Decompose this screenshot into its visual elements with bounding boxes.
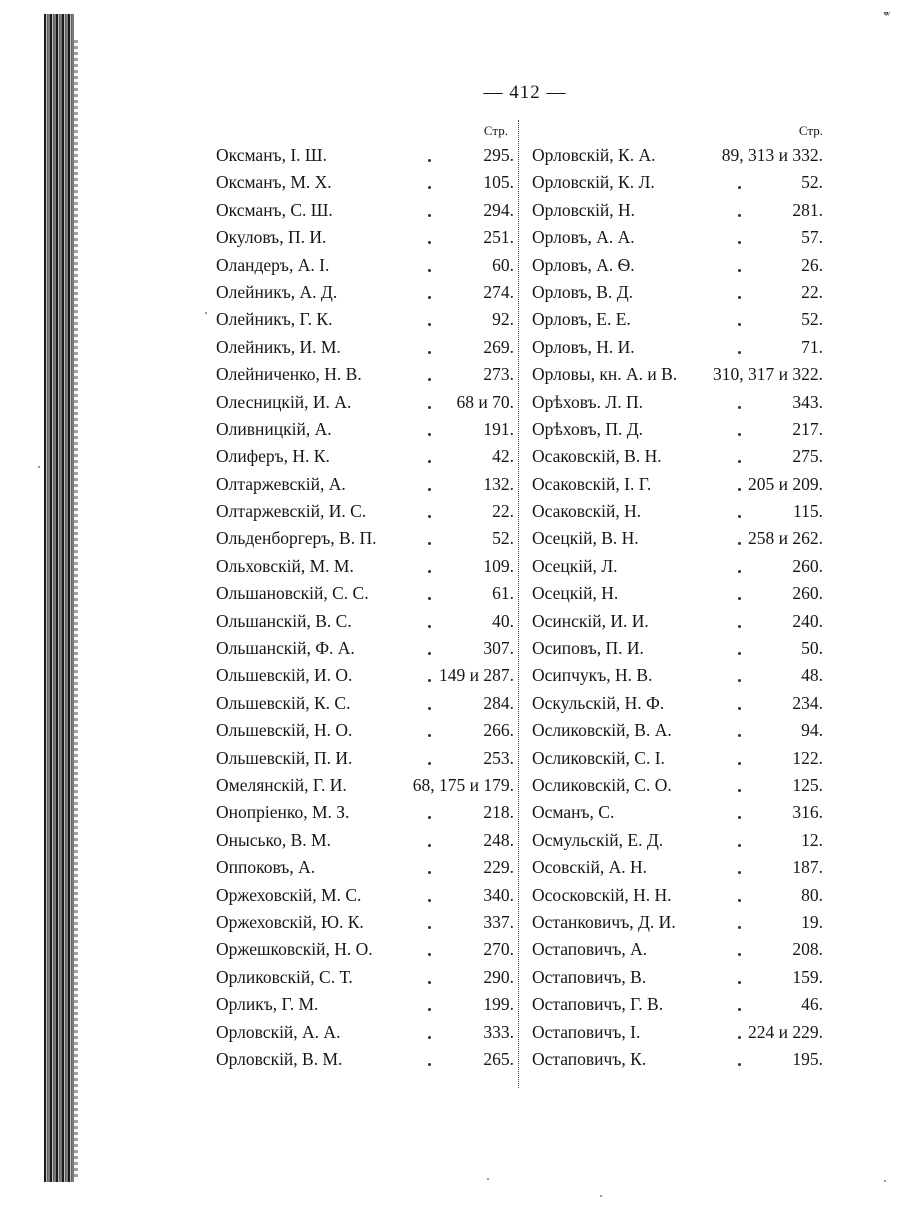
index-entry bbox=[532, 252, 823, 279]
entry-pages: 19. bbox=[801, 911, 823, 932]
entry-pages: 265. bbox=[483, 1048, 514, 1069]
index-entry bbox=[216, 690, 514, 717]
entry-name: Остаповичъ, К. bbox=[532, 1048, 647, 1069]
entry-name: Оржеховскій, М. С. bbox=[216, 884, 362, 905]
index-entry bbox=[216, 498, 514, 525]
entry-pages: 240. bbox=[792, 610, 823, 631]
entry-name: Остаповичъ, Г. В. bbox=[532, 994, 664, 1015]
entry-name: Осовскій, А. Н. bbox=[532, 857, 647, 878]
entry-name: Осликовскій, В. А. bbox=[532, 720, 672, 741]
corner-print-mark: ᵛᵛᵛ bbox=[883, 8, 888, 22]
paper-speck bbox=[884, 1180, 886, 1182]
entry-name: Орловскій, К. А. bbox=[532, 145, 656, 165]
index-entry bbox=[532, 662, 823, 689]
index-entry bbox=[532, 772, 823, 799]
entry-pages: 159. bbox=[792, 966, 823, 987]
leader-dot bbox=[428, 406, 431, 409]
leader-dot bbox=[428, 597, 431, 600]
index-entry bbox=[216, 252, 514, 279]
entry-pages: 290. bbox=[483, 966, 514, 987]
entry-pages: 191. bbox=[483, 418, 514, 439]
entry-name: Осаковскій, I. Г. bbox=[532, 473, 652, 494]
entry-name: Олтаржевскій, И. С. bbox=[216, 501, 367, 522]
index-entry bbox=[216, 1046, 514, 1073]
entry-name: Орловъ, Н. И. bbox=[532, 336, 635, 357]
entry-name: Ольшановскій, С. С. bbox=[216, 583, 369, 604]
entry-pages: 52. bbox=[801, 309, 823, 330]
leader-dot bbox=[428, 515, 431, 518]
entry-pages: 310, 317 и 322. bbox=[713, 364, 823, 385]
entry-pages: 248. bbox=[483, 829, 514, 850]
entry-pages: 340. bbox=[483, 884, 514, 905]
leader-dot bbox=[738, 871, 741, 874]
leader-dot bbox=[738, 214, 741, 217]
index-entry bbox=[532, 471, 823, 498]
leader-dot bbox=[738, 351, 741, 354]
index-entry bbox=[216, 882, 514, 909]
entry-name: Онопріенко, М. З. bbox=[216, 802, 350, 823]
entry-name: Омелянскій, Г. И. bbox=[216, 774, 347, 795]
leader-dot bbox=[738, 433, 741, 436]
leader-dot bbox=[428, 378, 431, 381]
index-entry bbox=[532, 854, 823, 881]
index-entry bbox=[216, 361, 514, 388]
leader-dot bbox=[738, 926, 741, 929]
index-entry bbox=[532, 197, 823, 224]
entry-name: Ольшевскій, П. И. bbox=[216, 747, 353, 768]
entry-name: Осликовскій, С. I. bbox=[532, 747, 665, 768]
index-entry bbox=[216, 1019, 514, 1046]
index-entry bbox=[216, 169, 514, 196]
entry-name: Ольховскій, М. М. bbox=[216, 555, 354, 576]
entry-name: Осецкій, Л. bbox=[532, 555, 618, 576]
entry-name: Оксманъ, I. Ш. bbox=[216, 145, 327, 165]
entry-pages: 122. bbox=[792, 747, 823, 768]
entry-pages: 294. bbox=[483, 199, 514, 220]
leader-dot bbox=[428, 652, 431, 655]
entry-pages: 92. bbox=[492, 309, 514, 330]
leader-dot bbox=[738, 460, 741, 463]
entry-name: Орловъ, А. Ѳ. bbox=[532, 254, 635, 275]
book-spine-shadow bbox=[44, 14, 74, 1182]
entry-name: Онысько, В. М. bbox=[216, 829, 331, 850]
leader-dot bbox=[738, 597, 741, 600]
index-entry bbox=[216, 936, 514, 963]
index-entry bbox=[532, 690, 823, 717]
entry-name: Останковичъ, Д. И. bbox=[532, 911, 676, 932]
entry-pages: 274. bbox=[483, 281, 514, 302]
leader-dot bbox=[738, 542, 741, 545]
leader-dot bbox=[738, 406, 741, 409]
leader-dot bbox=[738, 1063, 741, 1066]
entry-name: Орѣховъ, П. Д. bbox=[532, 418, 644, 439]
entry-pages: 105. bbox=[483, 172, 514, 193]
entry-pages: 132. bbox=[483, 473, 514, 494]
index-entry bbox=[216, 799, 514, 826]
index-entry bbox=[532, 964, 823, 991]
leader-dot bbox=[428, 460, 431, 463]
entry-pages: 273. bbox=[483, 364, 514, 385]
leader-dot bbox=[428, 241, 431, 244]
paper-speck bbox=[600, 1195, 602, 1197]
leader-dot bbox=[738, 241, 741, 244]
index-entry bbox=[532, 306, 823, 333]
entry-name: Остаповичъ, В. bbox=[532, 966, 647, 987]
entry-pages: 205 и 209. bbox=[748, 473, 823, 494]
entry-pages: 40. bbox=[492, 610, 514, 631]
entry-name: Осецкій, В. Н. bbox=[532, 528, 639, 549]
index-entry bbox=[532, 1019, 823, 1046]
index-entry bbox=[532, 608, 823, 635]
entry-pages: 295. bbox=[483, 145, 514, 165]
leader-dot bbox=[738, 652, 741, 655]
entry-pages: 12. bbox=[801, 829, 823, 850]
entry-name: Орловскій, А. А. bbox=[216, 1021, 341, 1042]
leader-dot bbox=[428, 488, 431, 491]
leader-dot bbox=[428, 762, 431, 765]
index-entry bbox=[216, 608, 514, 635]
entry-pages: 266. bbox=[483, 720, 514, 741]
leader-dot bbox=[738, 269, 741, 272]
leader-dot bbox=[428, 926, 431, 929]
index-entry bbox=[216, 142, 514, 169]
index-entry bbox=[532, 553, 823, 580]
index-entry bbox=[532, 361, 823, 388]
entry-name: Осликовскій, С. О. bbox=[532, 774, 672, 795]
leader-dot bbox=[428, 871, 431, 874]
paper-speck bbox=[38, 466, 40, 468]
entry-pages: 22. bbox=[492, 501, 514, 522]
leader-dot bbox=[428, 707, 431, 710]
index-entry bbox=[216, 471, 514, 498]
entry-pages: 60. bbox=[492, 254, 514, 275]
entry-pages: 224 и 229. bbox=[748, 1021, 823, 1042]
entry-name: Олейникъ, И. М. bbox=[216, 336, 341, 357]
entry-pages: 229. bbox=[483, 857, 514, 878]
index-entry bbox=[532, 717, 823, 744]
entry-name: Олейниченко, Н. В. bbox=[216, 364, 362, 385]
entry-name: Ольшевскій, Н. О. bbox=[216, 720, 353, 741]
index-entry bbox=[216, 306, 514, 333]
entry-name: Олейникъ, А. Д. bbox=[216, 281, 338, 302]
entry-name: Орловскій, В. М. bbox=[216, 1048, 343, 1069]
index-entry bbox=[532, 991, 823, 1018]
entry-pages: 217. bbox=[792, 418, 823, 439]
entry-name: Осаковскій, В. Н. bbox=[532, 446, 662, 467]
leader-dot bbox=[738, 1036, 741, 1039]
entry-pages: 68 и 70. bbox=[456, 391, 514, 412]
entry-name: Олиферъ, Н. К. bbox=[216, 446, 330, 467]
entry-name: Осаковскій, Н. bbox=[532, 501, 642, 522]
entry-name: Оскульскій, Н. Ф. bbox=[532, 692, 665, 713]
index-entry bbox=[532, 334, 823, 361]
entry-name: Ольшевскій, К. С. bbox=[216, 692, 351, 713]
entry-pages: 26. bbox=[801, 254, 823, 275]
entry-name: Орловы, кн. А. и В. bbox=[532, 364, 678, 385]
leader-dot bbox=[738, 323, 741, 326]
leader-dot bbox=[738, 981, 741, 984]
index-entry bbox=[216, 635, 514, 662]
index-entry bbox=[532, 498, 823, 525]
book-spine-edge bbox=[74, 40, 78, 1180]
index-entry bbox=[532, 936, 823, 963]
index-entry bbox=[216, 553, 514, 580]
entry-name: Орловъ, В. Д. bbox=[532, 281, 634, 302]
entry-pages: 208. bbox=[792, 939, 823, 960]
index-entry bbox=[216, 279, 514, 306]
entry-pages: 270. bbox=[483, 939, 514, 960]
entry-pages: 316. bbox=[792, 802, 823, 823]
leader-dot bbox=[738, 625, 741, 628]
index-entry bbox=[532, 745, 823, 772]
entry-pages: 68, 175 и 179. bbox=[412, 774, 514, 795]
leader-dot bbox=[428, 269, 431, 272]
index-entry bbox=[216, 389, 514, 416]
entry-name: Ососковскій, Н. Н. bbox=[532, 884, 672, 905]
index-entry bbox=[216, 197, 514, 224]
entry-pages: 251. bbox=[483, 227, 514, 248]
entry-name: Орликъ, Г. М. bbox=[216, 994, 319, 1015]
entry-name: Ольшевскій, И. О. bbox=[216, 665, 353, 686]
index-entry bbox=[532, 169, 823, 196]
left-index-column bbox=[216, 142, 514, 1073]
leader-dot bbox=[738, 707, 741, 710]
leader-dot bbox=[738, 844, 741, 847]
entry-pages: 52. bbox=[492, 528, 514, 549]
right-column-header: Стр. bbox=[798, 123, 823, 138]
entry-pages: 57. bbox=[801, 227, 823, 248]
entry-name: Осецкій, Н. bbox=[532, 583, 619, 604]
entry-pages: 115. bbox=[793, 501, 823, 522]
index-entry bbox=[532, 525, 823, 552]
entry-pages: 234. bbox=[792, 692, 823, 713]
leader-dot bbox=[738, 734, 741, 737]
leader-dot bbox=[738, 762, 741, 765]
leader-dot bbox=[428, 625, 431, 628]
index-entry bbox=[216, 909, 514, 936]
entry-pages: 149 и 287. bbox=[439, 665, 514, 686]
leader-dot bbox=[428, 433, 431, 436]
entry-name: Олесницкій, И. А. bbox=[216, 391, 352, 412]
leader-dot bbox=[738, 1008, 741, 1011]
index-entry bbox=[216, 991, 514, 1018]
leader-dot bbox=[428, 679, 431, 682]
index-entry bbox=[532, 1046, 823, 1073]
entry-name: Ольшанскій, Ф. А. bbox=[216, 638, 355, 659]
index-entry bbox=[532, 142, 823, 169]
leader-dot bbox=[428, 981, 431, 984]
leader-dot bbox=[428, 296, 431, 299]
leader-dot bbox=[738, 899, 741, 902]
entry-name: Осипчукъ, Н. В. bbox=[532, 665, 653, 686]
leader-dot bbox=[428, 1036, 431, 1039]
entry-pages: 22. bbox=[801, 281, 823, 302]
entry-pages: 284. bbox=[483, 692, 514, 713]
index-entry bbox=[216, 745, 514, 772]
leader-dot bbox=[738, 953, 741, 956]
entry-pages: 195. bbox=[792, 1048, 823, 1069]
entry-name: Орликовскій, С. Т. bbox=[216, 966, 353, 987]
entry-name: Оксманъ, С. Ш. bbox=[216, 199, 333, 220]
index-entry bbox=[532, 909, 823, 936]
entry-name: Осинскій, И. И. bbox=[532, 610, 649, 631]
entry-pages: 48. bbox=[801, 665, 823, 686]
entry-pages: 281. bbox=[792, 199, 823, 220]
entry-name: Орѣховъ. Л. П. bbox=[532, 391, 643, 412]
index-entry bbox=[532, 635, 823, 662]
leader-dot bbox=[738, 296, 741, 299]
entry-pages: 52. bbox=[801, 172, 823, 193]
entry-name: Оландеръ, А. I. bbox=[216, 254, 330, 275]
entry-pages: 94. bbox=[801, 720, 823, 741]
entry-name: Орловскій, Н. bbox=[532, 199, 636, 220]
entry-pages: 50. bbox=[801, 638, 823, 659]
leader-dot bbox=[428, 570, 431, 573]
entry-name: Осиповъ, П. И. bbox=[532, 638, 644, 659]
entry-pages: 80. bbox=[801, 884, 823, 905]
index-entry bbox=[532, 279, 823, 306]
entry-name: Ольшанскій, В. С. bbox=[216, 610, 352, 631]
entry-pages: 218. bbox=[483, 802, 514, 823]
index-entry bbox=[532, 443, 823, 470]
index-entry bbox=[216, 334, 514, 361]
entry-pages: 46. bbox=[801, 994, 823, 1015]
entry-name: Ольденборгеръ, В. П. bbox=[216, 528, 377, 549]
leader-dot bbox=[428, 1008, 431, 1011]
index-entry bbox=[216, 717, 514, 744]
entry-name: Олтаржевскій, А. bbox=[216, 473, 346, 494]
leader-dot bbox=[428, 323, 431, 326]
page-number: — 412 — bbox=[483, 82, 567, 103]
leader-dot bbox=[428, 186, 431, 189]
entry-pages: 89, 313 и 332. bbox=[721, 145, 823, 165]
leader-dot bbox=[428, 899, 431, 902]
leader-dot bbox=[428, 351, 431, 354]
leader-dot bbox=[428, 1063, 431, 1066]
entry-pages: 187. bbox=[792, 857, 823, 878]
leader-dot bbox=[428, 734, 431, 737]
index-entry bbox=[216, 416, 514, 443]
entry-pages: 125. bbox=[792, 774, 823, 795]
index-entry bbox=[532, 389, 823, 416]
entry-name: Оливницкій, А. bbox=[216, 418, 332, 439]
index-entry bbox=[216, 854, 514, 881]
entry-name: Оржешковскій, Н. О. bbox=[216, 939, 373, 960]
entry-pages: 258 и 262. bbox=[748, 528, 823, 549]
index-entry bbox=[532, 224, 823, 251]
right-index-column bbox=[532, 142, 823, 1073]
index-entry bbox=[216, 772, 514, 799]
index-entry bbox=[216, 964, 514, 991]
leader-dot bbox=[738, 488, 741, 491]
index-entry bbox=[216, 662, 514, 689]
index-entry bbox=[532, 416, 823, 443]
entry-name: Орловъ, А. А. bbox=[532, 227, 635, 248]
entry-pages: 61. bbox=[492, 583, 514, 604]
entry-name: Оржеховскій, Ю. К. bbox=[216, 911, 364, 932]
entry-pages: 253. bbox=[483, 747, 514, 768]
left-column-header: Стр. bbox=[483, 123, 508, 138]
index-entry bbox=[216, 525, 514, 552]
paper-speck bbox=[487, 1178, 489, 1180]
leader-dot bbox=[428, 214, 431, 217]
leader-dot bbox=[428, 953, 431, 956]
index-entry bbox=[532, 799, 823, 826]
index-entry bbox=[216, 224, 514, 251]
entry-pages: 275. bbox=[792, 446, 823, 467]
leader-dot bbox=[428, 816, 431, 819]
entry-name: Остаповичъ, А. bbox=[532, 939, 648, 960]
leader-dot bbox=[738, 816, 741, 819]
entry-name: Оппоковъ, А. bbox=[216, 857, 316, 878]
entry-pages: 307. bbox=[483, 638, 514, 659]
leader-dot bbox=[428, 542, 431, 545]
entry-pages: 260. bbox=[792, 583, 823, 604]
leader-dot bbox=[738, 789, 741, 792]
leader-dot bbox=[428, 159, 431, 162]
index-entry bbox=[532, 580, 823, 607]
paper-speck bbox=[205, 312, 207, 314]
entry-pages: 71. bbox=[801, 336, 823, 357]
index-entry bbox=[216, 580, 514, 607]
entry-name: Оксманъ, М. Х. bbox=[216, 172, 332, 193]
entry-pages: 109. bbox=[483, 555, 514, 576]
index-entry bbox=[216, 827, 514, 854]
leader-dot bbox=[738, 515, 741, 518]
entry-pages: 337. bbox=[483, 911, 514, 932]
index-entry bbox=[532, 882, 823, 909]
entry-pages: 269. bbox=[483, 336, 514, 357]
index-entry bbox=[216, 443, 514, 470]
leader-dot bbox=[738, 570, 741, 573]
entry-pages: 42. bbox=[492, 446, 514, 467]
entry-name: Орловскій, К. Л. bbox=[532, 172, 655, 193]
entry-pages: 199. bbox=[483, 994, 514, 1015]
leader-dot bbox=[738, 186, 741, 189]
entry-name: Осмульскій, Е. Д. bbox=[532, 829, 664, 850]
entry-pages: 333. bbox=[483, 1021, 514, 1042]
leader-dot bbox=[428, 844, 431, 847]
entry-name: Османъ, С. bbox=[532, 802, 615, 823]
entry-name: Окуловъ, П. И. bbox=[216, 227, 327, 248]
entry-pages: 260. bbox=[792, 555, 823, 576]
entry-name: Олейникъ, Г. К. bbox=[216, 309, 333, 330]
entry-name: Орловъ, Е. Е. bbox=[532, 309, 631, 330]
index-entry bbox=[532, 827, 823, 854]
entry-name: Остаповичъ, I. bbox=[532, 1021, 641, 1042]
column-divider bbox=[518, 120, 519, 1088]
entry-pages: 343. bbox=[792, 391, 823, 412]
leader-dot bbox=[738, 679, 741, 682]
